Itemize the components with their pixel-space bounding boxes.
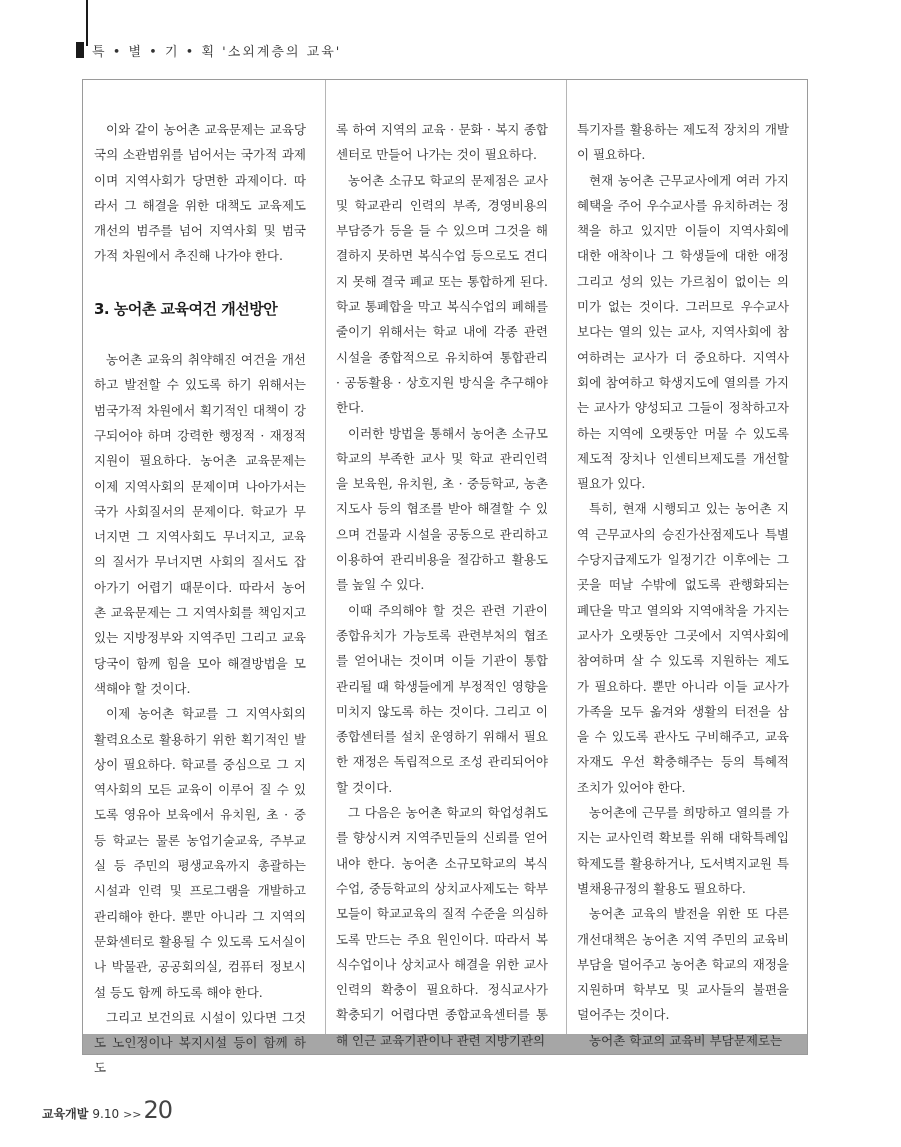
arrows-glyph: >> <box>123 1108 142 1121</box>
issue-number: 9.10 <box>92 1107 120 1121</box>
paragraph: 농어촌 교육의 발전을 위한 또 다른 개선대책은 농어촌 지역 주민의 교육비 부담을 덜어주고 농어촌 학교의 재정을 지원하며 학부모 및 교사들의 불편을 덜어주는 것이다. <box>577 906 789 1023</box>
magazine-name: 교육개발 <box>42 1107 89 1121</box>
column-middle <box>336 117 548 1053</box>
page-footer <box>42 1096 172 1124</box>
column-divider <box>566 80 567 1036</box>
section-header <box>76 40 341 60</box>
paragraph: 그리고 보건의료 시설이 있다면 그것도 노인정이나 복지시설 등이 함께 하도 <box>94 1009 306 1076</box>
paragraph: 현재 농어촌 근무교사에게 여러 가지 혜택을 주어 우수교사를 유치하려는 정책을 하고 있지만 이들이 지역사회에 대한 애착이나 그 학생들에 대한 애정 그리고 성의 있는 가르침이 없이는 의미가 없는 것이다. 그러므로 우수교사 보다는 열의 있는 교사, 지역사회에 참여하려는 교사가 더 중요하다. 지역사회에 참여하고 학생지도에 열의를 가지는 교사가 양성되고 그들이 정착하고자 하는 지역에 오랫동안 머물 수 있도록 제도적 장치나 인센티브제도를 개선할 필요가 있다. <box>577 172 789 492</box>
paragraph: 농어촌에 근무를 희망하고 열의를 가지는 교사인력 확보를 위해 대학특례입학제도를 활용하거나, 도서벽지교원 특별채용규정의 활용도 필요하다. <box>577 805 789 896</box>
header-label: 특 • 별 • 기 • 획 '소외계층의 교육' <box>92 44 342 60</box>
paragraph: 이와 같이 농어촌 교육문제는 교육당국의 소관범위를 넘어서는 국가적 과제이며 지역사회가 당면한 과제이다. 따라서 그 해결을 위한 대책도 교육제도 개선의 범주를 넘어 지역사회 및 범국가적 차원에서 추진해 나가야 한다. <box>94 122 306 264</box>
paragraph: 특기자를 활용하는 제도적 장치의 개발이 필요하다. <box>577 122 789 163</box>
paragraph: 농어촌 학교의 교육비 부담문제로는 <box>589 1032 783 1048</box>
column-left <box>94 117 306 1081</box>
paragraph: 이러한 방법을 통해서 농어촌 소규모 학교의 부족한 교사 및 학교 관리인력을 보육원, 유치원, 초 · 중등학교, 농촌지도사 등의 협조를 받아 해결할 수 있으며 건물과 시설을 공동으로 관리하고 이용하여 관리비용을 절감하고 활용도를 높일 수 있다. <box>336 425 548 593</box>
paragraph: 이제 농어촌 학교를 그 지역사회의 활력요소로 활용하기 위한 획기적인 발상이 필요하다. 학교를 중심으로 그 지역사회의 모든 교육이 이루어 질 수 있도록 영유아 보육에서 유치원, 초 · 중등 학교는 물론 농업기술교육, 주부교실 등 주민의 평생교육까지 총괄하는 시설과 인력 및 프로그램을 개발하고 관리해야 한다. 뿐만 아니라 그 지역의 문화센터로 활용될 수 있도록 도서실이나 박물관, 공공회의실, 컴퓨터 정보시설 등도 함께 하도록 해야 한다. <box>94 706 306 1000</box>
column-right <box>577 117 789 1053</box>
paragraph: 특히, 현재 시행되고 있는 농어촌 지역 근무교사의 승진가산점제도나 특별수당지급제도가 일정기간 이후에는 그 곳을 떠날 수밖에 없도록 관행화되는 폐단을 막고 열의와 지역애착을 가지는 교사가 오랫동안 그곳에서 지역사회에 참여하며 살 수 있도록 지원하는 제도가 필요하다. 뿐만 아니라 이들 교사가 가족을 모두 옮겨와 생활의 터전을 삼을 수 있도록 관사도 구비해주고, 교육자재도 우선 확충해주는 등의 특혜적 조치가 있어야 한다. <box>577 501 789 795</box>
paragraph: 농어촌 교육의 취약해진 여건을 개선하고 발전할 수 있도록 하기 위해서는 범국가적 차원에서 획기적인 대책이 강구되어야 하며 강력한 행정적 · 재정적 지원이 필요하다. 농어촌 교육문제는 이제 지역사회의 문제이며 나아가서는 국가 사회질서의 문제이다. 학교가 무너지면 그 지역사회도 무너지고, 교육의 질서가 무너지면 사회의 질서도 잡아가기 어렵기 때문이다. 따라서 농어촌 교육문제는 그 지역사회를 책임지고 있는 지방정부와 지역주민 그리고 교육당국이 함께 힘을 모아 해결방법을 모색해야 할 것이다. <box>94 352 306 696</box>
section-heading: 3. 농어촌 교육여건 개선방안 <box>94 299 278 318</box>
paragraph: 그 다음은 농어촌 학교의 학업성취도를 향상시켜 지역주민들의 신뢰를 얻어내야 한다. 농어촌 소규모학교의 복식수업, 중등학교의 상치교사제도는 학부모들이 학교교육의 질적 수준을 의심하도록 만드는 주요 원인이다. 따라서 복식수업이나 상치교사 해결을 위한 교사인력의 확충이 필요하다. 정식교사가 확충되기 어렵다면 종합교육센터를 통해 인근 교육기관이나 관련 지방기관의 <box>336 805 548 1048</box>
column-divider <box>325 80 326 1036</box>
paragraph: 록 하여 지역의 교육 · 문화 · 복지 종합센터로 만들어 나가는 것이 필요하다. <box>336 122 548 163</box>
page-number: 20 <box>143 1096 173 1124</box>
header-marker <box>76 42 84 58</box>
paragraph: 이때 주의해야 할 것은 관련 기관이 종합유치가 가능토록 관련부처의 협조를 얻어내는 것이며 이들 기관이 통합관리될 때 학생들에게 부정적인 영향을 미치지 않도록 하는 것이다. 그리고 이 종합센터를 설치 운영하기 위해서 필요한 재정은 독립적으로 조성 관리되어야 할 것이다. <box>336 602 548 795</box>
paragraph: 농어촌 소규모 학교의 문제점은 교사 및 학교관리 인력의 부족, 경영비용의 부담증가 등을 들 수 있으며 그것을 해결하지 못하면 복식수업 등으로도 견디지 못해 결국 폐교 또는 통합하게 된다. 학교 통폐합을 막고 복식수업의 폐해를 줄이기 위해서는 학교 내에 각종 관련 시설을 종합적으로 유치하여 통합관리 · 공동활용 · 상호지원 방식을 추구해야 한다. <box>336 172 548 416</box>
